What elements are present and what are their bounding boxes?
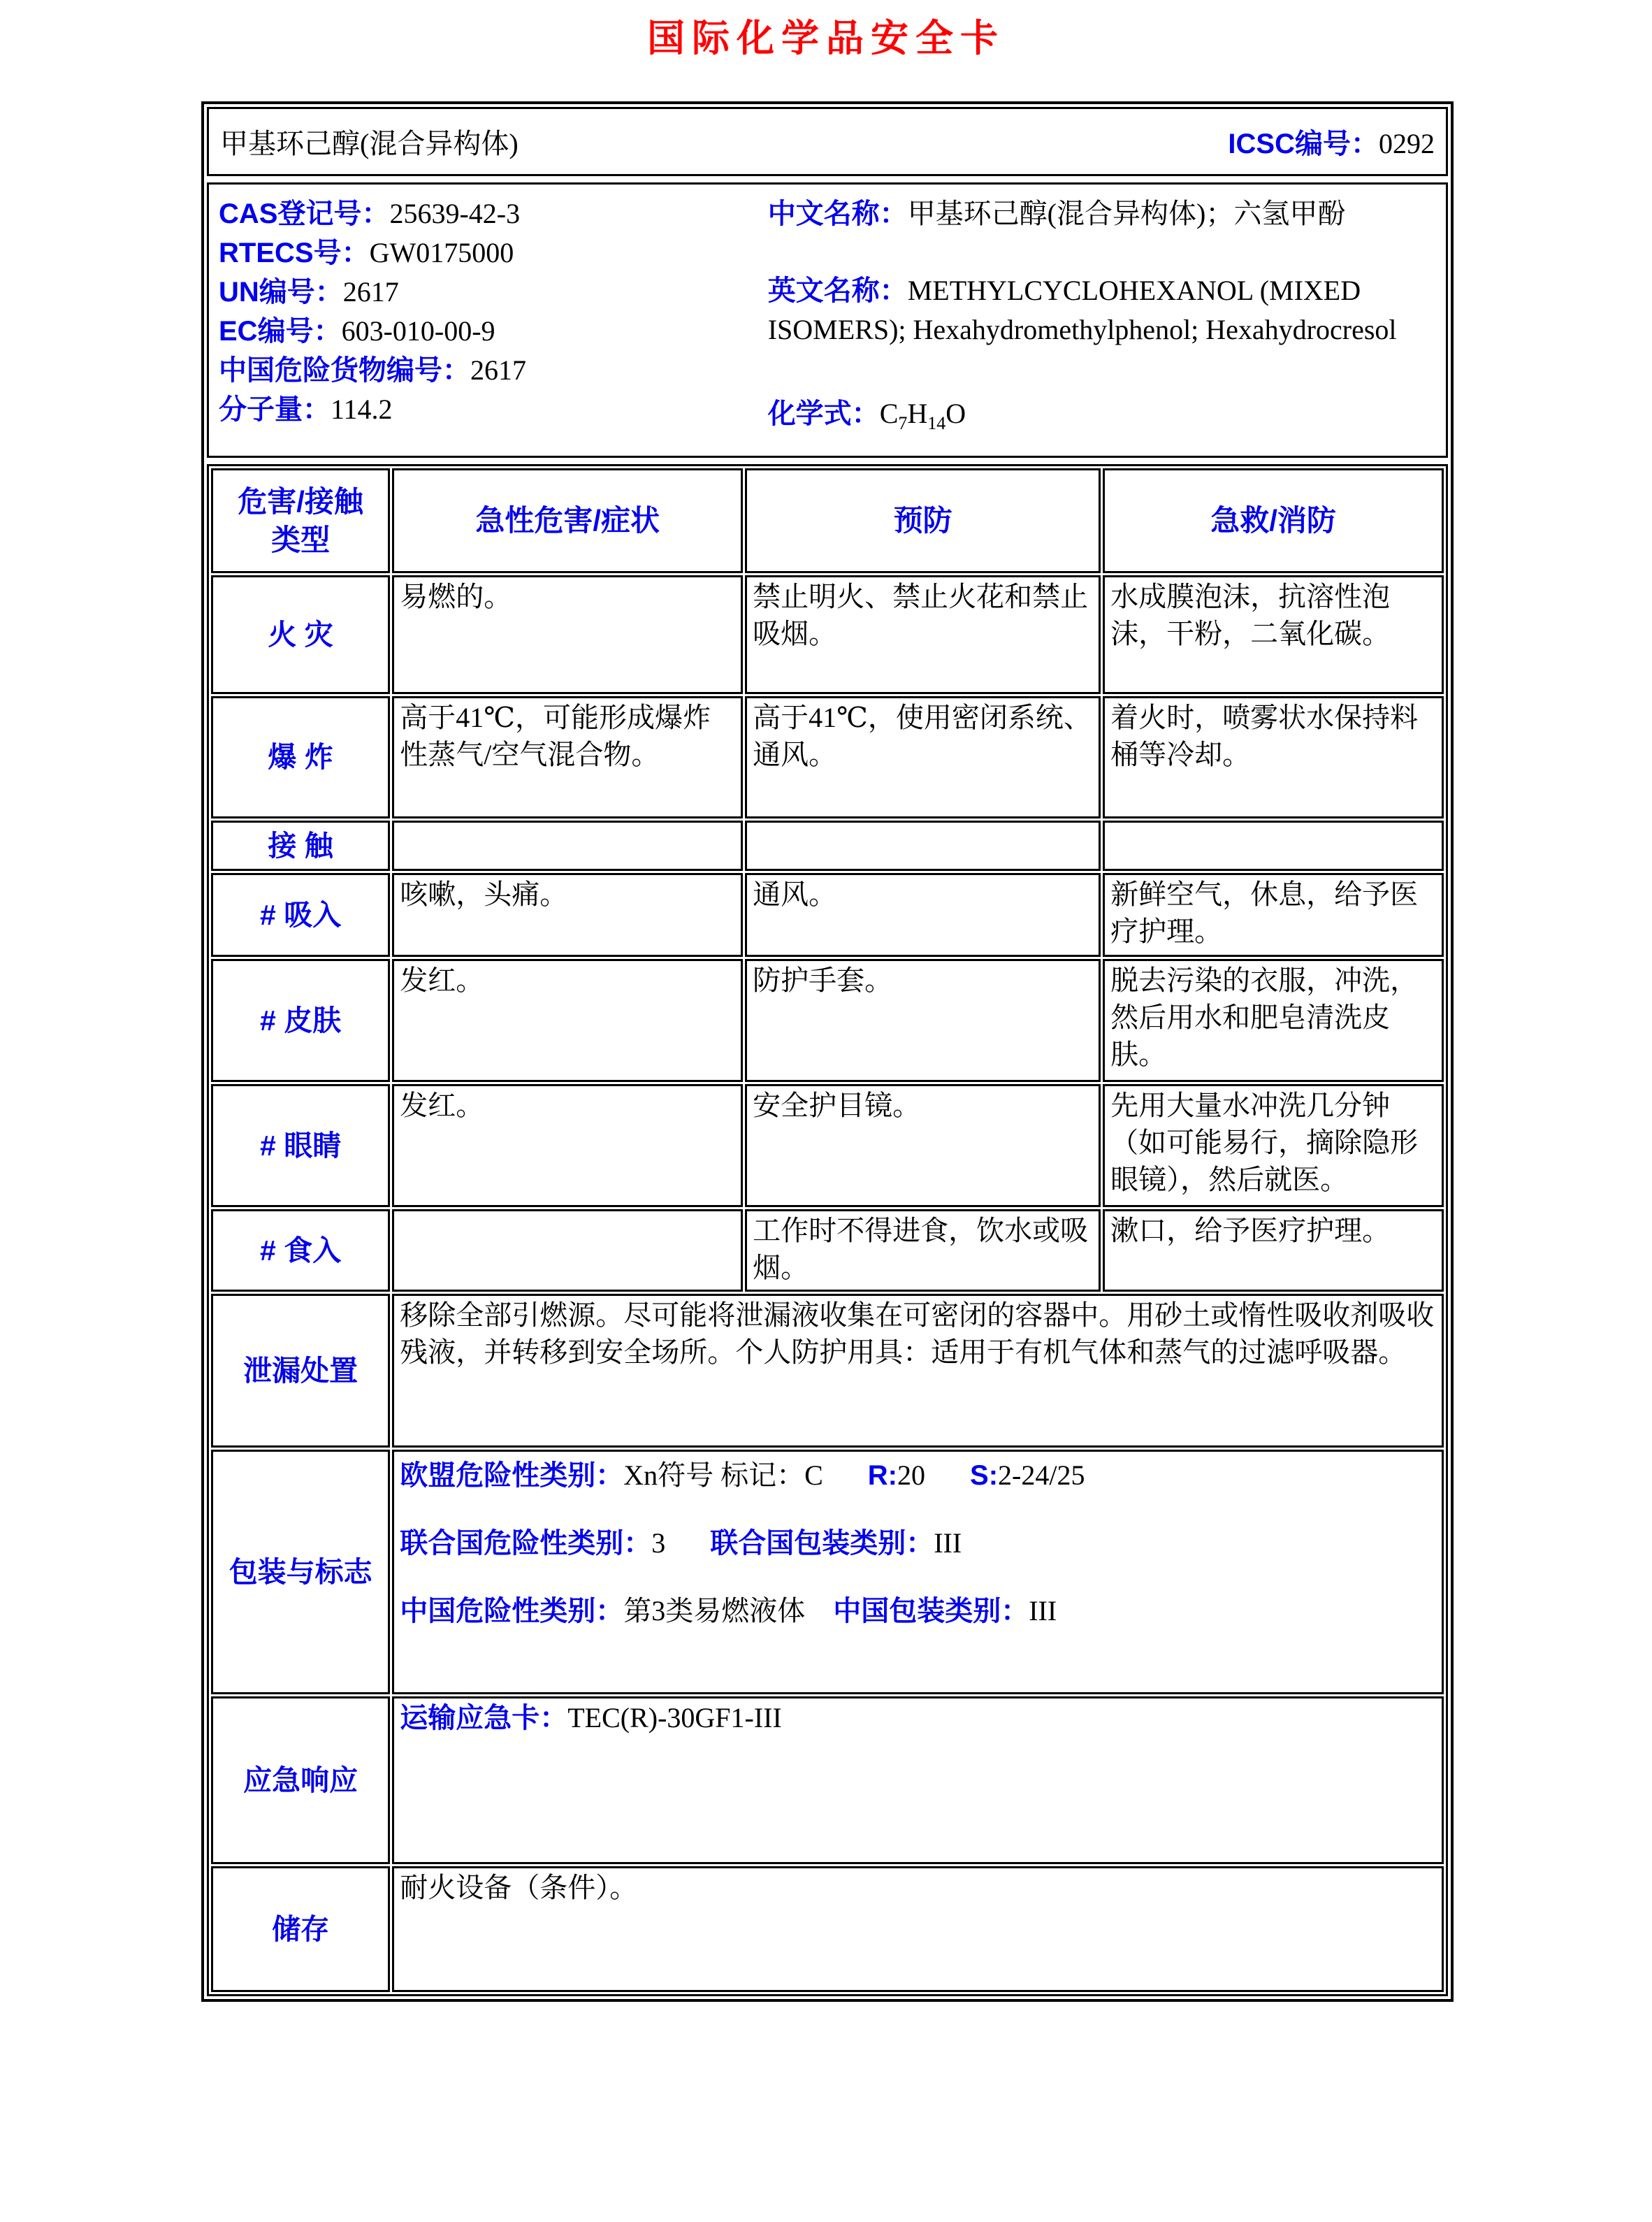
substance-name: 甲基环己醇(混合异构体) [220,128,519,159]
packaging-labeling-row [211,1450,1444,1694]
explosion-response: 着火时，喷雾状水保持料桶等冷却。 [1103,696,1444,818]
china-dg-number-label: 中国危险货物编号： [219,355,470,386]
chinese-name-line [768,194,1435,233]
hazard-table-header-row [211,468,1444,573]
hazard-table [209,466,1446,1994]
chemical-formula-label: 化学式： [767,398,880,429]
page-title: 国际化学品安全卡 [647,17,1005,59]
fire-category-label: 火 灾 [211,575,390,694]
china-hazard-class-value: 第3类易燃液体 [623,1594,806,1626]
un-number-line [219,273,768,312]
explosion-symptoms: 高于41℃，可能形成爆炸性蒸气/空气混合物。 [392,696,743,818]
china-packing-group-value: III [1029,1594,1057,1626]
un-hazard-class-value: 3 [651,1527,666,1559]
hazard-row-inhalation [211,873,1444,957]
un-hazard-class-label: 联合国危险性类别： [400,1527,652,1559]
skin-category-label: # 皮肤 [211,959,390,1082]
cas-number-value: 25639-42-3 [389,198,521,229]
r-phrase-value: 20 [897,1459,926,1491]
un-packing-group-label: 联合国包装类别： [710,1527,934,1559]
cas-number-label: CAS登记号： [219,199,390,229]
ingestion-prevention: 工作时不得进食，饮水或吸烟。 [745,1209,1101,1292]
ec-number-label: EC编号： [219,316,342,347]
hazard-row-explosion [211,696,1444,818]
spill-disposal-text: 移除全部引燃源。尽可能将泄漏液收集在可密闭的容器中。用砂土或惰性吸收剂吸收残液，并转移到安全场所。个人防护用具：适用于有机气体和蒸气的过滤呼吸器。 [392,1294,1444,1448]
header-category: 危害/接触 类型 [211,468,390,573]
chemical-formula-line [768,394,1435,443]
china-dg-number-line [219,351,768,390]
eu-hazard-class-value: Xn符号 标记：C [623,1459,823,1491]
english-name-value: METHYLCYCLOHEXANOL (MIXED ISOMERS); Hexahydromethylphenol; Hexahydrocresol [767,275,1397,345]
un-number-label: UN编号： [219,277,343,308]
card-header [207,107,1448,176]
eu-hazard-class-line [400,1457,1436,1494]
contact-prevention [745,821,1101,871]
english-name-label: 英文名称： [767,275,908,306]
eyes-prevention: 安全护目镜。 [745,1084,1101,1207]
chinese-name-label: 中文名称： [767,199,908,229]
ingestion-symptoms [392,1209,743,1292]
chemical-formula-value: $C_7H_{14}O$ [879,398,966,433]
skin-response: 脱去污染的衣服，冲洗，然后用水和肥皂清洗皮肤。 [1103,959,1444,1082]
header-prevention: 预防 [745,468,1101,573]
ec-number-value: 603-010-00-9 [341,315,495,347]
r-phrase-label: R: [867,1460,898,1491]
eyes-category-label: # 眼睛 [211,1084,390,1207]
s-phrase-label: S: [970,1460,999,1491]
inhalation-symptoms: 咳嗽，头痛。 [392,873,743,957]
chinese-name-value: 甲基环己醇(混合异构体)；六氢甲酚 [907,198,1346,229]
emergency-response-row [211,1696,1444,1864]
contact-symptoms [392,821,743,871]
packaging-labeling-label: 包装与标志 [211,1450,390,1694]
transport-emergency-card-value: TEC(R)-30GF1-III [567,1702,782,1733]
icsc-number-field [1228,122,1435,161]
emergency-response-content [392,1696,1444,1864]
header-symptoms: 急性危害/症状 [392,468,743,573]
hazard-row-fire [211,575,1444,694]
explosion-prevention: 高于41℃，使用密闭系统、通风。 [745,696,1101,818]
header-response: 急救/消防 [1103,468,1444,573]
ec-number-line [219,312,768,351]
molecular-weight-label: 分子量： [219,394,331,425]
identifier-section [207,182,1448,458]
contact-response [1103,821,1444,871]
ingestion-category-label: # 食入 [211,1209,390,1292]
icsc-number-value: 0292 [1379,128,1435,159]
china-dg-number-value: 2617 [470,354,526,386]
icsc-card [201,101,1454,2002]
china-hazard-class-label: 中国危险性类别： [400,1595,624,1626]
hazard-table-section [207,464,1448,1996]
eyes-response: 先用大量水冲洗几分钟（如可能易行，摘除隐形眼镜），然后就医。 [1103,1084,1444,1207]
fire-prevention: 禁止明火、禁止火花和禁止吸烟。 [745,575,1101,694]
molecular-weight-line [219,390,768,429]
eyes-symptoms: 发红。 [392,1084,743,1207]
hazard-row-contact [211,821,1444,871]
transport-emergency-card-label: 运输应急卡： [400,1703,568,1733]
rtecs-number-label: RTECS号： [219,238,370,268]
storage-row [211,1866,1444,1992]
skin-symptoms: 发红。 [392,959,743,1082]
english-name-line [768,271,1435,349]
identifier-right-column [768,194,1439,443]
un-packing-group-value: III [934,1527,962,1559]
s-phrase-value: 2-24/25 [998,1459,1085,1491]
inhalation-prevention: 通风。 [745,873,1101,957]
inhalation-response: 新鲜空气，休息，给予医疗护理。 [1103,873,1444,957]
spill-disposal-label: 泄漏处置 [211,1294,390,1448]
fire-response: 水成膜泡沫，抗溶性泡沫，干粉，二氧化碳。 [1103,575,1444,694]
china-packing-group-label: 中国包装类别： [833,1595,1029,1626]
china-class-line [400,1593,1436,1630]
packaging-labeling-content [392,1450,1444,1694]
rtecs-number-line [219,233,768,273]
fire-symptoms: 易燃的。 [392,575,743,694]
emergency-response-label: 应急响应 [211,1696,390,1864]
storage-content: 耐火设备（条件）。 [392,1866,1444,1992]
un-number-value: 2617 [342,276,399,308]
spill-disposal-row [211,1294,1444,1448]
skin-prevention: 防护手套。 [745,959,1101,1082]
rtecs-number-value: GW0175000 [369,237,514,268]
identifier-left-column [219,194,768,443]
hazard-row-ingestion [211,1209,1444,1292]
un-class-line [400,1525,1436,1562]
hazard-row-skin [211,959,1444,1082]
molecular-weight-value: 114.2 [331,394,393,425]
inhalation-category-label: # 吸入 [211,873,390,957]
cas-number-line [219,194,768,233]
explosion-category-label: 爆 炸 [211,696,390,818]
ingestion-response: 漱口，给予医疗护理。 [1103,1209,1444,1292]
contact-category-label: 接 触 [211,821,390,871]
icsc-number-label: ICSC编号： [1228,129,1379,159]
storage-label: 储存 [211,1866,390,1992]
hazard-row-eyes [211,1084,1444,1207]
eu-hazard-class-label: 欧盟危险性类别： [400,1460,624,1491]
